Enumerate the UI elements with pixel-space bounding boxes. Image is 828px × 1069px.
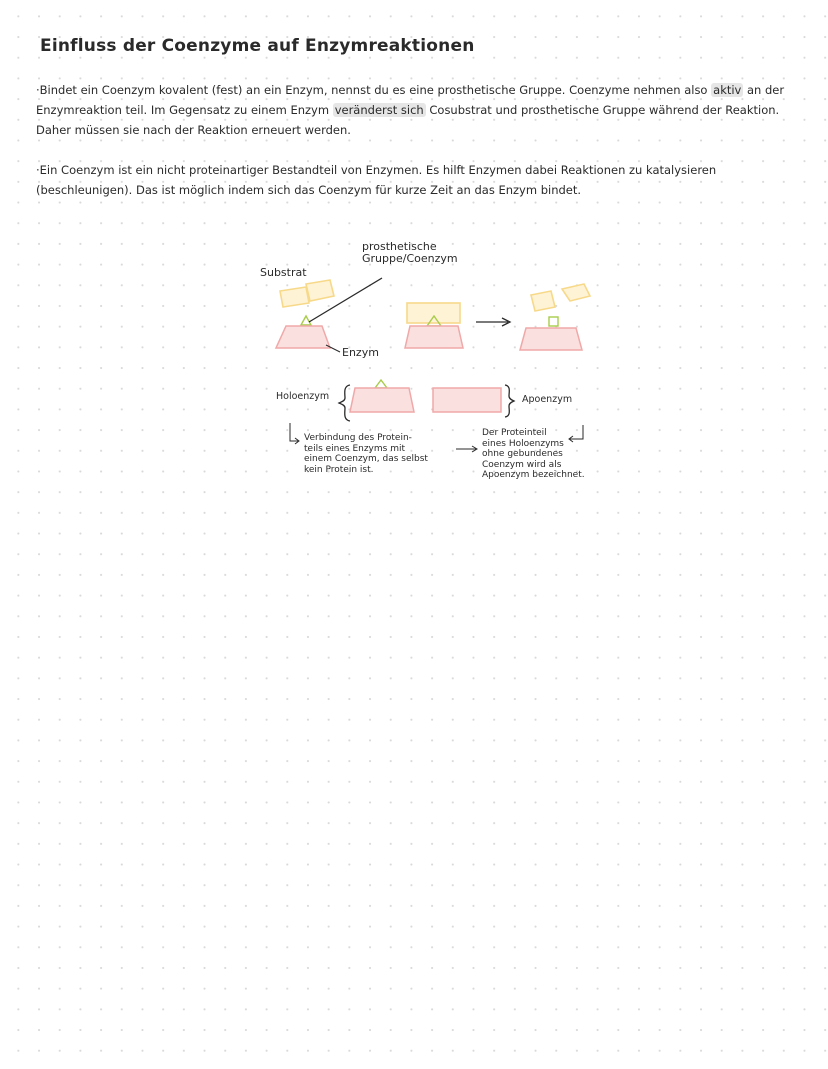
label-substrat: Substrat — [260, 266, 307, 279]
note-line: ohne gebundenes — [482, 449, 563, 459]
paragraph-text: Bindet ein Coenzym kovalent (fest) an ein Enzym, nennst du es eine prosthetische Gruppe. Coenzyme nehmen also — [39, 83, 712, 97]
page-title: Einfluss der Coenzyme auf Enzymreaktionen — [40, 36, 475, 56]
coenzyme-triangle — [301, 316, 311, 325]
enzyme-trapezoid — [276, 326, 330, 348]
note-line: eines Holoenzyms — [482, 438, 564, 449]
substrate-shape — [407, 303, 460, 323]
highlight-veraendert: veränderst sich — [334, 103, 424, 117]
note-line: Coenzym wird als — [482, 459, 562, 470]
coenzyme-triangle — [375, 380, 387, 388]
label-line: Gruppe/Coenzym — [362, 252, 458, 265]
bullet: · — [36, 83, 40, 97]
reaction-arrow-icon — [476, 318, 510, 326]
note-line: kein Protein ist. — [304, 464, 374, 475]
arrow-icon — [290, 423, 298, 441]
coenzyme-square — [549, 317, 558, 326]
enzyme-trapezoid — [520, 328, 582, 350]
note-holoenzym — [304, 433, 428, 475]
note-line: einem Coenzym, das selbst — [304, 454, 428, 464]
bullet: · — [36, 163, 40, 177]
note-apoenzym — [482, 428, 585, 481]
label-holoenzym: Holoenzym — [276, 391, 330, 402]
product-shape — [531, 284, 590, 311]
brace-right-icon — [505, 385, 514, 417]
note-line: Der Proteinteil — [482, 428, 547, 438]
note-line: teils eines Enzyms mit — [304, 443, 405, 454]
note-line: Apoenzym bezeichnet. — [482, 470, 585, 480]
paragraph-text: Ein Coenzym ist ein nicht proteinartiger Bestandteil von Enzymen. Es hilft Enzymen dabei Reaktionen zu katalysieren (beschleunigen). Das ist möglich indem sich das Coenzym für kurze Zeit an das Enzym bindet. — [36, 163, 717, 197]
label-apoenzym: Apoenzym — [522, 394, 573, 405]
paragraph-text: Cosubstrat und prosthetische Gruppe während der Reaktion. Daher müssen sie nach der Reaktion erneuert werden. — [36, 103, 780, 137]
paragraph-text: an der Enzymreaktion teil. Im Gegensatz zu einem Enzym — [36, 83, 785, 117]
enzyme-trapezoid — [405, 326, 463, 348]
label-line: prosthetische — [362, 240, 437, 253]
note-line: Verbindung des Protein- — [304, 433, 412, 443]
highlight-aktiv: aktiv — [713, 83, 742, 97]
substrate-shape — [280, 280, 334, 307]
brace-left-icon — [339, 385, 350, 421]
label-prosthetische-gruppe — [362, 241, 458, 265]
enzyme-rectangle — [433, 388, 501, 412]
label-enzym: Enzym — [342, 346, 379, 359]
enzyme-trapezoid — [350, 388, 414, 412]
